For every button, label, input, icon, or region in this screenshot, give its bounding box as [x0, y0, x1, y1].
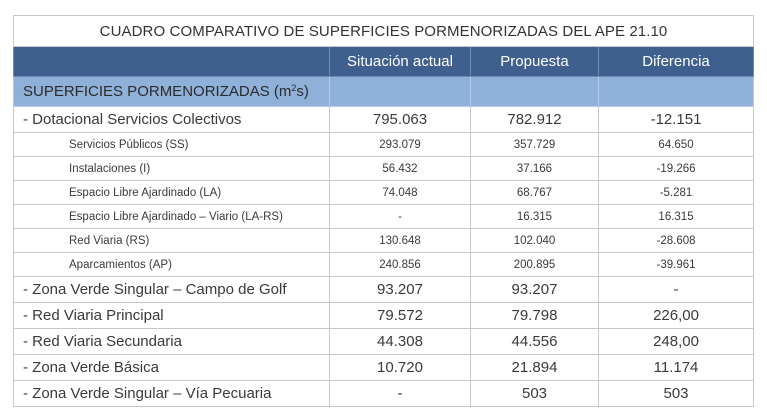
- header-empty-cell: [14, 47, 330, 77]
- table-row: [14, 303, 754, 329]
- table-row: [14, 133, 754, 157]
- cell-diferencia: -12.151: [599, 107, 754, 133]
- cell-propuesta: 21.894: [471, 355, 599, 381]
- cell-actual: -: [330, 205, 471, 229]
- table-row: [14, 277, 754, 303]
- cell-propuesta: 79.798: [471, 303, 599, 329]
- cell-actual: 10.720: [330, 355, 471, 381]
- table-row: [14, 381, 754, 407]
- table-row: [14, 355, 754, 381]
- table-row: [14, 107, 754, 133]
- cell-propuesta: 16.315: [471, 205, 599, 229]
- cell-propuesta: 200.895: [471, 253, 599, 277]
- section-empty-cell: [330, 77, 471, 107]
- cell-diferencia: -19.266: [599, 157, 754, 181]
- section-row: [14, 77, 754, 107]
- table-row: [14, 205, 754, 229]
- cell-actual: 93.207: [330, 277, 471, 303]
- header-diferencia: Diferencia: [599, 47, 754, 77]
- cell-propuesta: 102.040: [471, 229, 599, 253]
- cell-diferencia: -28.608: [599, 229, 754, 253]
- cell-actual: -: [330, 381, 471, 407]
- cell-propuesta: 503: [471, 381, 599, 407]
- row-label: - Zona Verde Singular – Campo de Golf: [14, 277, 330, 303]
- cell-propuesta: 93.207: [471, 277, 599, 303]
- cell-diferencia: -5.281: [599, 181, 754, 205]
- cell-diferencia: 16.315: [599, 205, 754, 229]
- row-label: - Dotacional Servicios Colectivos: [14, 107, 330, 133]
- row-label: Aparcamientos (AP): [14, 253, 330, 277]
- row-label: - Red Viaria Secundaria: [14, 329, 330, 355]
- table-row: [14, 181, 754, 205]
- row-label: Instalaciones (I): [14, 157, 330, 181]
- table-row: [14, 157, 754, 181]
- cell-actual: 74.048: [330, 181, 471, 205]
- row-label: - Zona Verde Singular – Vía Pecuaria: [14, 381, 330, 407]
- cell-propuesta: 357.729: [471, 133, 599, 157]
- cell-diferencia: 64.650: [599, 133, 754, 157]
- comparison-table-container: [13, 15, 753, 407]
- row-label: - Zona Verde Básica: [14, 355, 330, 381]
- cell-actual: 795.063: [330, 107, 471, 133]
- cell-actual: 293.079: [330, 133, 471, 157]
- header-propuesta: Propuesta: [471, 47, 599, 77]
- table-title-row: [14, 16, 754, 47]
- section-label: SUPERFICIES PORMENORIZADAS $(m^2s)$: [14, 77, 330, 107]
- cell-actual: 240.856: [330, 253, 471, 277]
- cell-propuesta: 782.912: [471, 107, 599, 133]
- cell-propuesta: 37.166: [471, 157, 599, 181]
- section-empty-cell: [471, 77, 599, 107]
- cell-diferencia: 11.174: [599, 355, 754, 381]
- row-label: Red Viaria (RS): [14, 229, 330, 253]
- cell-diferencia: 503: [599, 381, 754, 407]
- surfaces-comparison-table: [13, 15, 754, 407]
- cell-actual: 79.572: [330, 303, 471, 329]
- table-title: CUADRO COMPARATIVO DE SUPERFICIES PORMENORIZADAS DEL APE 21.10: [14, 16, 754, 47]
- row-label: - Red Viaria Principal: [14, 303, 330, 329]
- table-row: [14, 329, 754, 355]
- cell-diferencia: -39.961: [599, 253, 754, 277]
- row-label: Servicios Públicos (SS): [14, 133, 330, 157]
- header-row: [14, 47, 754, 77]
- table-row: [14, 253, 754, 277]
- header-situacion-actual: Situación actual: [330, 47, 471, 77]
- cell-diferencia: 226,00: [599, 303, 754, 329]
- cell-actual: 44.308: [330, 329, 471, 355]
- row-label: Espacio Libre Ajardinado (LA): [14, 181, 330, 205]
- row-label: Espacio Libre Ajardinado – Viario (LA-RS): [14, 205, 330, 229]
- cell-propuesta: 44.556: [471, 329, 599, 355]
- section-empty-cell: [599, 77, 754, 107]
- cell-propuesta: 68.767: [471, 181, 599, 205]
- table-row: [14, 229, 754, 253]
- cell-actual: 56.432: [330, 157, 471, 181]
- cell-diferencia: 248,00: [599, 329, 754, 355]
- cell-diferencia: -: [599, 277, 754, 303]
- cell-actual: 130.648: [330, 229, 471, 253]
